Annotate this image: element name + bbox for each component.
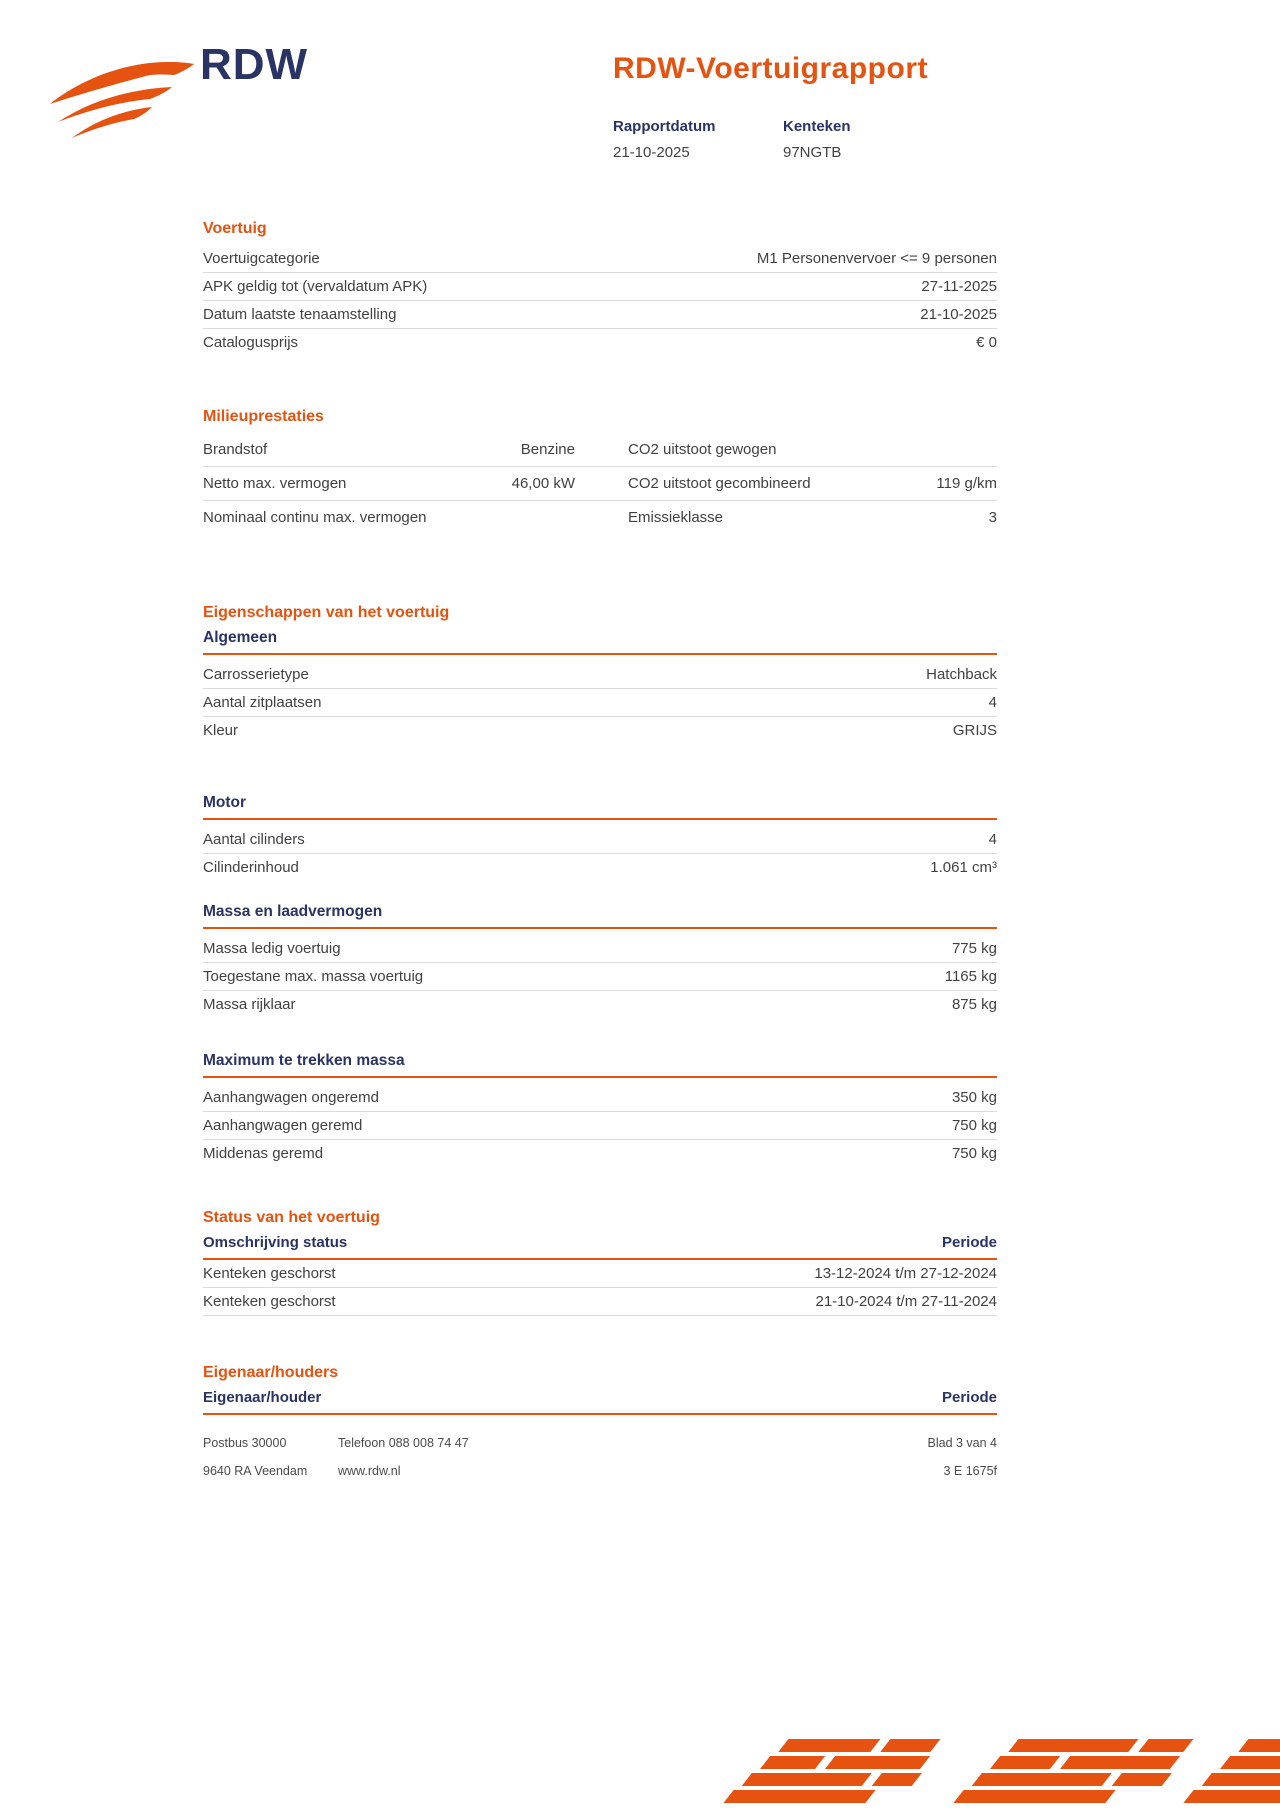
row-label: Middenas geremd xyxy=(203,1145,324,1162)
report-date-value: 21-10-2025 xyxy=(613,144,690,161)
footer-page-number: Blad 3 van 4 xyxy=(927,1436,997,1450)
row-label: Aantal zitplaatsen xyxy=(203,694,322,711)
table-row xyxy=(203,433,997,467)
row-label: Kenteken geschorst xyxy=(203,1293,336,1310)
table-row xyxy=(203,273,997,301)
row-value: 21-10-2025 xyxy=(920,306,997,323)
section-milieuprestaties xyxy=(203,408,997,534)
row-label: Datum laatste tenaamstelling xyxy=(203,306,397,323)
row-value: 119 g/km xyxy=(936,475,997,492)
row-value: 750 kg xyxy=(951,1117,997,1134)
status-column-header xyxy=(203,1234,997,1260)
row-label: CO2 uitstoot gecombineerd xyxy=(628,475,811,492)
row-label: Cilinderinhoud xyxy=(203,859,299,876)
column-header-label: Eigenaar/houder xyxy=(203,1389,322,1406)
table-row xyxy=(203,1112,997,1140)
row-value: € 0 xyxy=(976,334,997,351)
row-label: Massa ledig voertuig xyxy=(203,940,341,957)
table-row xyxy=(203,661,997,689)
row-label: Brandstof xyxy=(203,441,268,458)
footer-row xyxy=(203,1436,997,1450)
subsection-title: Maximum te trekken massa xyxy=(203,1052,997,1078)
row-label: CO2 uitstoot gewogen xyxy=(628,441,777,458)
milieu-right-cell xyxy=(628,475,997,492)
column-header-period: Periode xyxy=(941,1389,997,1406)
milieu-left-cell xyxy=(203,441,575,458)
table-row xyxy=(203,717,997,744)
row-value: 775 kg xyxy=(951,940,997,957)
report-meta xyxy=(613,118,851,161)
row-value: 875 kg xyxy=(951,996,997,1013)
subsection-trekken xyxy=(203,1052,997,1167)
row-label: Carrosserietype xyxy=(203,666,309,683)
footer-address-line2: 9640 RA Veendam xyxy=(203,1464,308,1478)
table-row xyxy=(203,854,997,881)
row-label: Massa rijklaar xyxy=(203,996,296,1013)
row-value: 4 xyxy=(988,694,997,711)
milieu-left-cell xyxy=(203,509,575,526)
milieu-left-cell xyxy=(203,475,575,492)
report-date-label: Rapportdatum xyxy=(613,118,716,135)
row-value: 3 xyxy=(988,509,997,526)
subsection-motor xyxy=(203,794,997,881)
row-value: Hatchback xyxy=(926,666,997,683)
row-value: Benzine xyxy=(520,441,575,458)
section-heading: Voertuig xyxy=(203,220,267,237)
section-heading: Eigenaar/houders xyxy=(203,1364,339,1381)
column-header-period: Periode xyxy=(941,1234,997,1251)
table-row xyxy=(203,1140,997,1167)
footer-row xyxy=(203,1464,997,1478)
row-value: 46,00 kW xyxy=(511,475,575,492)
rdw-bird-logo-icon xyxy=(46,58,196,143)
subsection-algemeen xyxy=(203,629,997,744)
row-value: 1.061 cm³ xyxy=(930,859,997,876)
section-eigenaar xyxy=(203,1364,997,1415)
row-label: APK geldig tot (vervaldatum APK) xyxy=(203,278,428,295)
row-label: Kleur xyxy=(203,722,239,739)
status-rows xyxy=(203,1260,997,1316)
row-value: M1 Personenvervoer <= 9 personen xyxy=(756,250,997,267)
voertuig-rows xyxy=(203,245,997,356)
section-eigenschappen xyxy=(203,604,997,1167)
row-label: Aantal cilinders xyxy=(203,831,305,848)
trekken-rows xyxy=(203,1084,997,1167)
milieu-right-cell xyxy=(628,441,997,458)
kenteken-value: 97NGTB xyxy=(783,144,842,161)
footer-phone: Telefoon 088 008 74 47 xyxy=(338,1436,469,1450)
row-value: 1165 kg xyxy=(944,968,997,985)
footer-address-line1: Postbus 30000 xyxy=(203,1436,287,1450)
row-value: 350 kg xyxy=(951,1089,997,1106)
section-status xyxy=(203,1209,997,1316)
eigenaar-column-header xyxy=(203,1389,997,1415)
row-value: 27-11-2025 xyxy=(921,278,997,295)
table-row xyxy=(203,689,997,717)
row-label: Emissieklasse xyxy=(628,509,724,526)
row-label: Catalogusprijs xyxy=(203,334,299,351)
column-header-label: Omschrijving status xyxy=(203,1234,348,1251)
algemeen-rows xyxy=(203,661,997,744)
row-value: 4 xyxy=(988,831,997,848)
section-heading: Eigenschappen van het voertuig xyxy=(203,604,450,621)
table-row xyxy=(203,935,997,963)
row-label: Aanhangwagen geremd xyxy=(203,1117,363,1134)
row-label: Toegestane max. massa voertuig xyxy=(203,968,424,985)
subsection-title: Motor xyxy=(203,794,997,820)
table-row xyxy=(203,826,997,854)
row-value: 13-12-2024 t/m 27-12-2024 xyxy=(814,1265,997,1282)
section-heading: Status van het voertuig xyxy=(203,1209,380,1226)
massa-rows xyxy=(203,935,997,1018)
row-value: 750 kg xyxy=(951,1145,997,1162)
page-footer xyxy=(203,1436,997,1492)
table-row xyxy=(203,301,997,329)
table-row xyxy=(203,963,997,991)
page-title: RDW-Voertuigrapport xyxy=(613,52,928,85)
report-content xyxy=(203,220,997,1415)
table-row xyxy=(203,501,997,534)
kenteken-block xyxy=(783,118,851,161)
motor-rows xyxy=(203,826,997,881)
row-value: GRIJS xyxy=(952,722,997,739)
kenteken-label: Kenteken xyxy=(783,118,851,135)
rdw-stripes-decoration-icon xyxy=(660,1737,1280,1812)
row-label: Nominaal continu max. vermogen xyxy=(203,509,427,526)
row-label: Aanhangwagen ongeremd xyxy=(203,1089,379,1106)
report-date-block xyxy=(613,118,783,161)
footer-doc-code: 3 E 1675f xyxy=(943,1464,997,1478)
table-row xyxy=(203,1260,997,1288)
table-row xyxy=(203,467,997,501)
table-row xyxy=(203,329,997,356)
milieu-rows xyxy=(203,433,997,534)
milieu-right-cell xyxy=(628,509,997,526)
footer-website: www.rdw.nl xyxy=(338,1464,401,1478)
row-label: Kenteken geschorst xyxy=(203,1265,336,1282)
section-voertuig xyxy=(203,220,997,356)
subsection-title: Algemeen xyxy=(203,629,997,655)
table-row xyxy=(203,245,997,273)
row-value: 21-10-2024 t/m 27-11-2024 xyxy=(815,1293,997,1310)
subsection-title: Massa en laadvermogen xyxy=(203,903,997,929)
table-row xyxy=(203,991,997,1018)
table-row xyxy=(203,1084,997,1112)
rdw-wordmark: RDW xyxy=(200,40,309,89)
table-row xyxy=(203,1288,997,1316)
row-label: Voertuigcategorie xyxy=(203,250,320,267)
subsection-massa xyxy=(203,903,997,1018)
row-label: Netto max. vermogen xyxy=(203,475,347,492)
section-heading: Milieuprestaties xyxy=(203,408,324,425)
